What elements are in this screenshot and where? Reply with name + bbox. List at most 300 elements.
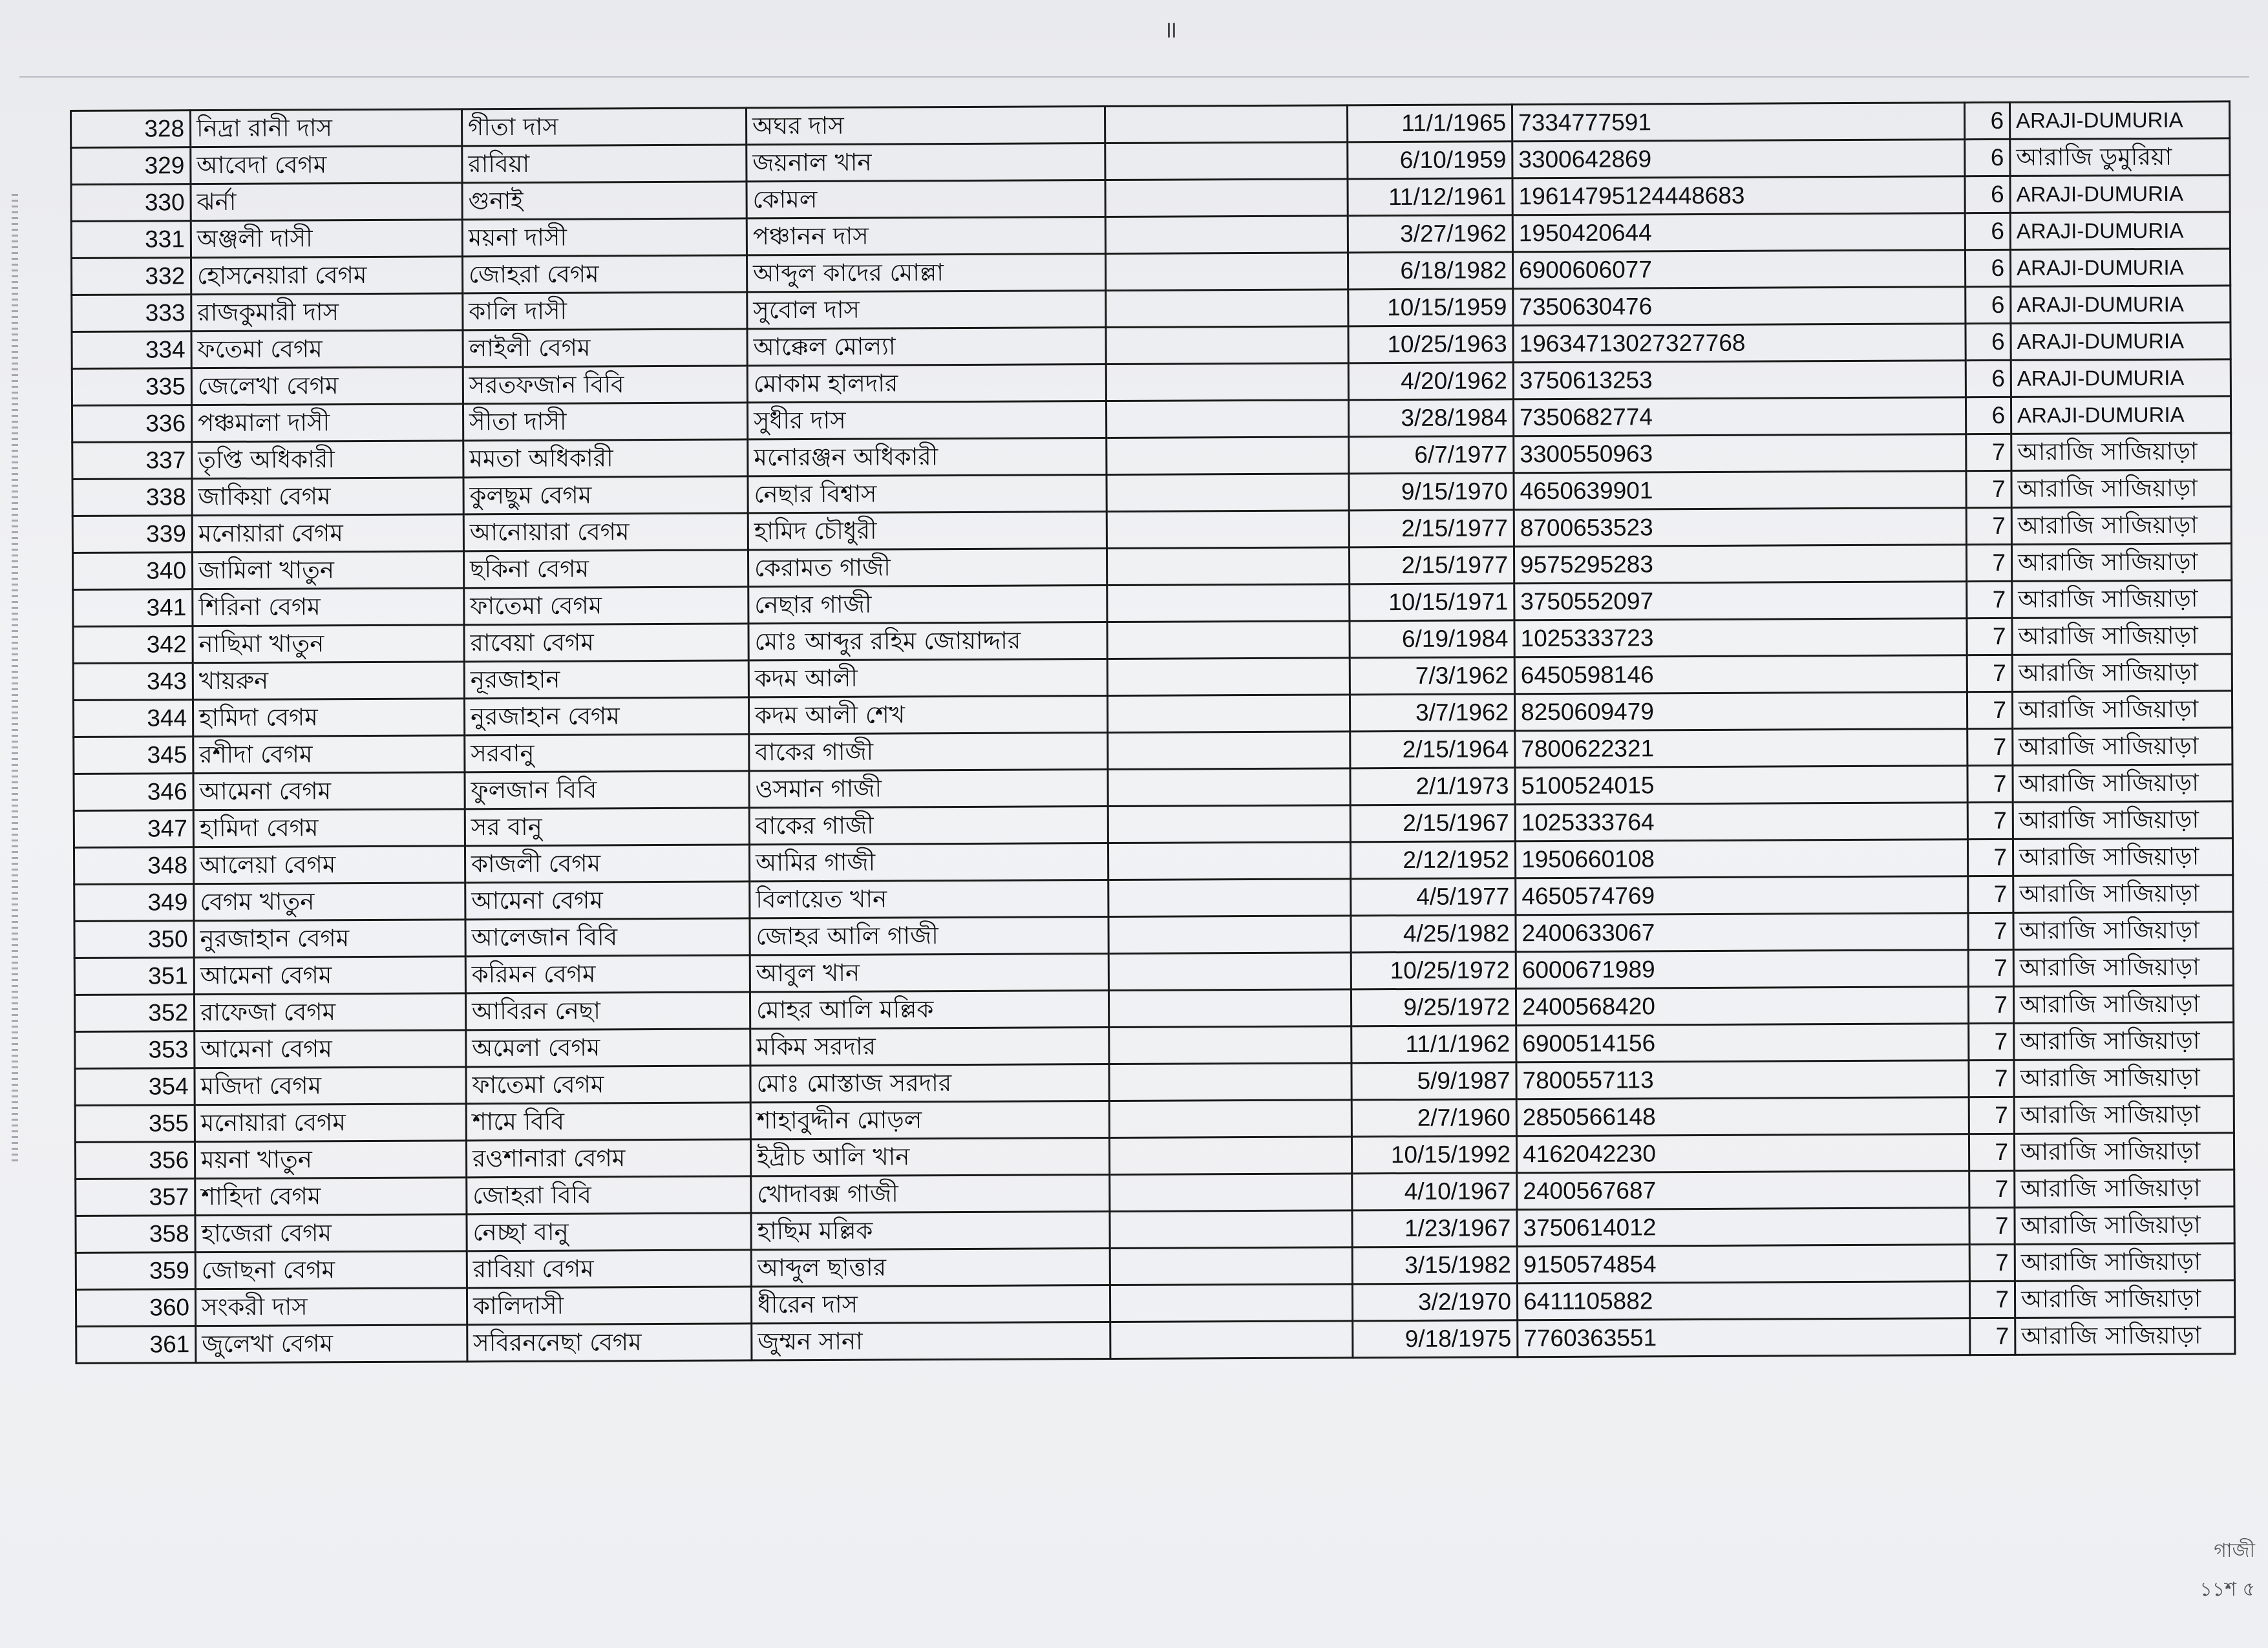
village-cell: আরাজি সাজিয়াড়া — [2015, 1243, 2234, 1281]
serial-cell: 359 — [76, 1252, 195, 1290]
mother-name-cell: সর বানু — [465, 808, 749, 846]
ward-cell: 6 — [1965, 213, 2010, 249]
blank-cell — [1107, 511, 1349, 549]
name-cell: নিদ্রা রানী দাস — [191, 109, 462, 147]
nid-cell: 6900606077 — [1512, 250, 1965, 289]
mother-name-cell: কুলছুম বেগম — [463, 476, 748, 514]
dob-cell: 2/15/1977 — [1349, 547, 1514, 584]
name-cell: জেলেখা বেগম — [191, 367, 463, 405]
nid-cell: 5100524015 — [1515, 766, 1967, 805]
serial-cell: 358 — [76, 1216, 195, 1253]
ward-cell: 7 — [1968, 913, 2013, 949]
nid-cell: 3750614012 — [1517, 1208, 1969, 1247]
village-cell: আরাজি ডুমুরিয়া — [2010, 138, 2230, 176]
mother-name-cell: রাবেয়া বেগম — [464, 624, 748, 662]
dob-cell: 6/19/1984 — [1350, 620, 1514, 658]
ward-cell: 7 — [1966, 544, 2011, 581]
serial-cell: 353 — [75, 1031, 195, 1069]
nid-cell: 1950420644 — [1512, 213, 1965, 252]
dob-cell: 4/25/1982 — [1351, 915, 1516, 953]
serial-cell: 335 — [72, 368, 191, 406]
dob-cell: 9/25/1972 — [1351, 989, 1516, 1026]
father-name-cell: পঞ্চানন দাস — [747, 217, 1105, 255]
nid-cell: 7350682774 — [1513, 397, 1966, 436]
nid-cell: 6900514156 — [1516, 1024, 1969, 1062]
nid-cell: 7800557113 — [1516, 1061, 1969, 1099]
dob-cell: 3/7/1962 — [1350, 694, 1514, 732]
blank-cell — [1107, 584, 1350, 622]
mother-name-cell: সরবানু — [465, 734, 749, 772]
ward-cell: 7 — [1966, 470, 2011, 507]
blank-cell — [1106, 363, 1348, 401]
village-cell: আরাজি সাজিয়াড়া — [2014, 1022, 2234, 1060]
ward-cell: 6 — [1966, 360, 2011, 397]
mother-name-cell: আমেনা বেগম — [465, 882, 750, 920]
blank-cell — [1108, 916, 1351, 954]
father-name-cell: খোদাবক্স গাজী — [751, 1174, 1110, 1212]
ward-cell: 7 — [1966, 507, 2011, 544]
nid-cell: 6411105882 — [1517, 1282, 1969, 1320]
blank-cell — [1105, 105, 1347, 143]
nid-cell: 3300550963 — [1514, 434, 1966, 473]
ward-cell: 7 — [1968, 986, 2013, 1023]
blank-cell — [1105, 179, 1348, 217]
ward-cell: 7 — [1969, 1023, 2014, 1060]
ward-cell: 7 — [1967, 802, 2013, 839]
ward-cell: 7 — [1967, 655, 2012, 692]
name-cell: আবেদা বেগম — [191, 146, 462, 184]
village-cell: আরাজি সাজিয়াড়া — [2015, 1280, 2234, 1318]
name-cell: পঞ্চমালা দাসী — [191, 404, 463, 442]
father-name-cell: আমির গাজী — [749, 843, 1108, 882]
father-name-cell: মোঃ আব্দুর রহিম জোয়াদ্দার — [748, 622, 1107, 660]
name-cell: ময়না খাতুন — [195, 1141, 466, 1179]
name-cell: ঝর্না — [191, 183, 462, 221]
name-cell: হোসনেয়ারা বেগম — [191, 257, 462, 295]
serial-cell: 331 — [71, 221, 191, 259]
name-cell: হাজেরা বেগম — [195, 1214, 467, 1252]
blank-cell — [1107, 437, 1349, 475]
dob-cell: 4/5/1977 — [1351, 878, 1516, 916]
mother-name-cell: নেচ্ছা বানু — [467, 1213, 751, 1251]
serial-cell: 342 — [73, 626, 193, 664]
serial-cell: 345 — [74, 737, 193, 774]
village-cell: আরাজি সাজিয়াড়া — [2012, 654, 2232, 692]
ward-cell: 7 — [1967, 581, 2012, 618]
blank-cell — [1110, 1321, 1353, 1359]
nid-cell: 1025333723 — [1514, 618, 1967, 657]
blank-cell — [1108, 989, 1351, 1028]
serial-cell: 351 — [74, 958, 194, 995]
serial-cell: 347 — [74, 810, 193, 848]
ward-cell: 6 — [1966, 397, 2011, 434]
corner-note-line-1: গাজী — [2214, 1539, 2255, 1562]
mother-name-cell: আবিরন নেছা — [465, 992, 750, 1030]
dob-cell: 9/15/1970 — [1349, 473, 1514, 511]
dob-cell: 10/25/1963 — [1348, 326, 1513, 363]
village-cell: আরাজি সাজিয়াড়া — [2015, 1207, 2234, 1244]
blank-cell — [1108, 732, 1350, 770]
serial-cell: 361 — [76, 1326, 196, 1364]
blank-cell — [1105, 253, 1348, 291]
dob-cell: 10/25/1972 — [1351, 952, 1516, 989]
blank-cell — [1108, 953, 1351, 991]
blank-cell — [1107, 658, 1350, 696]
mother-name-cell: করিমন বেগম — [465, 955, 750, 993]
mother-name-cell: রাবিয়া বেগম — [467, 1250, 751, 1288]
blank-cell — [1106, 326, 1348, 364]
serial-cell: 336 — [72, 405, 191, 443]
father-name-cell: আবুল খান — [750, 953, 1108, 991]
village-cell: ARAJI-DUMURIA — [2011, 396, 2231, 434]
blank-cell — [1110, 1210, 1352, 1249]
blank-cell — [1110, 1247, 1352, 1285]
father-name-cell: কদম আলী — [748, 659, 1107, 697]
nid-cell: 8250609479 — [1514, 692, 1967, 731]
dob-cell: 10/15/1959 — [1348, 289, 1513, 326]
name-cell: নুরজাহান বেগম — [194, 920, 465, 958]
mother-name-cell: জোহরা বিবি — [467, 1176, 751, 1214]
serial-cell: 328 — [71, 111, 191, 148]
nid-cell: 3750552097 — [1514, 582, 1967, 620]
nid-cell: 19634713027327768 — [1513, 324, 1966, 363]
name-cell: মনোয়ারা বেগম — [195, 1104, 466, 1142]
village-cell: আরাজি সাজিয়াড়া — [2011, 433, 2231, 470]
ward-cell: 7 — [1969, 1060, 2014, 1097]
ward-cell: 7 — [1967, 839, 2013, 876]
blank-cell — [1110, 1174, 1352, 1212]
father-name-cell: মকিম সরদার — [750, 1027, 1109, 1065]
ward-cell: 6 — [1965, 249, 2010, 286]
father-name-cell: জোহর আলি গাজী — [750, 917, 1108, 955]
father-name-cell: মোহর আলি মল্লিক — [750, 990, 1108, 1028]
serial-cell: 341 — [73, 589, 193, 627]
village-cell: ARAJI-DUMURIA — [2011, 359, 2231, 397]
dob-cell: 2/15/1977 — [1349, 510, 1514, 547]
blank-cell — [1105, 216, 1348, 254]
dob-cell: 3/15/1982 — [1352, 1247, 1517, 1284]
ward-cell: 6 — [1966, 323, 2011, 360]
name-cell: রশীদা বেগম — [193, 735, 465, 774]
ward-cell: 7 — [1970, 1318, 2015, 1355]
village-cell: আরাজি সাজিয়াড়া — [2011, 544, 2231, 581]
village-cell: ARAJI-DUMURIA — [2011, 322, 2231, 360]
village-cell: আরাজি সাজিয়াড়া — [2014, 1096, 2234, 1134]
nid-cell: 1025333764 — [1515, 803, 1967, 841]
dob-cell: 6/7/1977 — [1349, 436, 1514, 474]
ward-cell: 7 — [1969, 1207, 2015, 1244]
mother-name-cell: কালি দাসী — [463, 292, 747, 330]
father-name-cell: ওসমান গাজী — [749, 770, 1108, 808]
dob-cell: 11/1/1962 — [1351, 1026, 1516, 1063]
ward-cell: 6 — [1966, 286, 2011, 323]
blank-cell — [1107, 621, 1350, 659]
village-cell: আরাজি সাজিয়াড়া — [2013, 765, 2232, 802]
mother-name-cell: ময়না দাসী — [462, 218, 747, 257]
name-cell: জোছনা বেগম — [195, 1251, 467, 1289]
corner-note — [2199, 1532, 2255, 1609]
serial-cell: 354 — [75, 1068, 195, 1106]
serial-cell: 330 — [71, 184, 191, 222]
father-name-cell: ধীরেন দাস — [751, 1285, 1110, 1323]
dob-cell: 3/27/1962 — [1348, 215, 1512, 253]
mother-name-cell: নুরজাহান বেগম — [464, 697, 748, 735]
mother-name-cell: আনোয়ারা বেগম — [463, 513, 748, 551]
ward-cell: 7 — [1967, 728, 2013, 765]
blank-cell — [1107, 474, 1349, 512]
nid-cell: 2400633067 — [1516, 913, 1968, 952]
blank-cell — [1110, 1284, 1352, 1322]
top-mark: ॥ — [1163, 17, 1178, 43]
blank-cell — [1107, 695, 1350, 733]
dob-cell: 11/12/1961 — [1348, 178, 1512, 216]
serial-cell: 340 — [72, 553, 192, 590]
mother-name-cell: রাবিয়া — [462, 145, 747, 183]
nid-cell: 6000671989 — [1516, 950, 1968, 989]
serial-cell: 338 — [72, 479, 192, 516]
name-cell: হামিদা বেগম — [193, 699, 464, 737]
ward-cell: 6 — [1964, 102, 2009, 139]
blank-cell — [1106, 400, 1348, 438]
mother-name-cell: ফাতেমা বেগম — [466, 1066, 750, 1104]
father-name-cell: হাছিম মল্লিক — [751, 1211, 1110, 1249]
mother-name-cell: আলেজান বিবি — [465, 918, 750, 956]
serial-cell: 343 — [73, 663, 193, 701]
name-cell: আমেনা বেগম — [194, 956, 465, 995]
father-name-cell: জয়নাল খান — [747, 143, 1105, 182]
dob-cell: 2/12/1952 — [1350, 841, 1515, 879]
dob-cell: 10/15/1971 — [1350, 584, 1514, 621]
name-cell: রাফেজা বেগম — [194, 993, 465, 1031]
father-name-cell: বাকের গাজী — [749, 807, 1108, 845]
nid-cell: 9575295283 — [1514, 545, 1966, 584]
nid-cell: 2400568420 — [1516, 987, 1968, 1026]
father-name-cell: আব্দুল কাদের মোল্লা — [747, 254, 1105, 292]
name-cell: খায়রুন — [193, 662, 464, 700]
village-cell: আরাজি সাজিয়াড়া — [2013, 912, 2233, 949]
village-cell: আরাজি সাজিয়াড়া — [2012, 617, 2232, 655]
ward-cell: 7 — [1968, 876, 2013, 913]
name-cell: আমেনা বেগম — [193, 772, 465, 810]
mother-name-cell: ফুলজান বিবি — [465, 771, 749, 809]
blank-cell — [1108, 842, 1350, 880]
name-cell: আমেনা বেগম — [195, 1030, 466, 1068]
blank-cell — [1105, 142, 1348, 180]
dob-cell: 3/28/1984 — [1348, 399, 1513, 437]
blank-cell — [1109, 1137, 1351, 1175]
village-cell: আরাজি সাজিয়াড়া — [2013, 801, 2232, 839]
nid-cell: 4650574769 — [1516, 876, 1968, 915]
name-cell: জামিলা খাতুন — [192, 551, 463, 589]
mother-name-cell: সবিরননেছা বেগম — [467, 1324, 752, 1362]
beneficiary-table — [70, 100, 2236, 1364]
ward-cell: 6 — [1965, 139, 2010, 176]
name-cell: সংকরী দাস — [195, 1288, 467, 1326]
name-cell: তৃপ্তি অধিকারী — [192, 441, 463, 479]
blank-cell — [1109, 1063, 1351, 1101]
serial-cell: 356 — [75, 1142, 195, 1179]
mother-name-cell: ছকিনা বেগম — [463, 550, 748, 588]
mother-name-cell: লাইলী বেগম — [463, 329, 747, 367]
father-name-cell: মোঃ মোস্তাজ সরদার — [750, 1064, 1109, 1102]
ward-cell: 7 — [1969, 1170, 2015, 1207]
father-name-cell: সুধীর দাস — [747, 401, 1106, 439]
village-cell: ARAJI-DUMURIA — [2010, 212, 2230, 249]
dob-cell: 10/15/1992 — [1351, 1136, 1516, 1174]
ward-cell: 7 — [1969, 1244, 2015, 1281]
ward-cell: 7 — [1968, 949, 2013, 986]
mother-name-cell: গীতা দাস — [462, 108, 747, 146]
mother-name-cell: সীতা দাসী — [463, 403, 747, 441]
village-cell: আরাজি সাজিয়াড়া — [2011, 507, 2231, 544]
father-name-cell: আব্দুল ছাত্তার — [751, 1248, 1110, 1286]
mother-name-cell: কালিদাসী — [467, 1287, 751, 1325]
serial-cell: 332 — [72, 258, 191, 295]
ward-cell: 7 — [1967, 692, 2012, 728]
ward-cell: 7 — [1967, 765, 2013, 802]
serial-cell: 339 — [72, 516, 192, 553]
dob-cell: 5/9/1987 — [1351, 1062, 1516, 1100]
father-name-cell: জুম্মন সানা — [752, 1322, 1110, 1360]
village-cell: আরাজি সাজিয়াড়া — [2013, 986, 2233, 1023]
corner-note-line-2: ১১শ ৫ — [2199, 1578, 2255, 1601]
page-fold-line — [19, 76, 2249, 78]
father-name-cell: কদম আলী শেখ — [748, 696, 1107, 734]
serial-cell: 337 — [72, 442, 192, 480]
serial-cell: 350 — [74, 921, 194, 958]
mother-name-cell: নূরজাহান — [464, 660, 748, 699]
name-cell: শিরিনা বেগম — [193, 588, 464, 626]
dob-cell: 2/1/1973 — [1350, 768, 1515, 805]
nid-cell: 7800622321 — [1515, 729, 1967, 768]
village-cell: ARAJI-DUMURIA — [2010, 175, 2230, 213]
village-cell: ARAJI-DUMURIA — [2009, 101, 2229, 139]
ward-cell: 7 — [1969, 1134, 2014, 1170]
father-name-cell: কেরামত গাজী — [748, 549, 1107, 587]
serial-cell: 344 — [73, 700, 193, 737]
dob-cell: 1/23/1967 — [1352, 1210, 1517, 1247]
ward-cell: 7 — [1969, 1281, 2015, 1318]
father-name-cell: শাহাবুদ্দীন মোড়ল — [750, 1101, 1109, 1139]
name-cell: ফতেমা বেগম — [191, 330, 463, 368]
nid-cell: 2850566148 — [1516, 1097, 1969, 1136]
father-name-cell: ইদ্রীচ আলি খান — [750, 1137, 1109, 1176]
father-name-cell: মনোরঞ্জন অধিকারী — [748, 438, 1107, 476]
village-cell: আরাজি সাজিয়াড়া — [2012, 580, 2232, 618]
father-name-cell: বিলায়েত খান — [750, 880, 1108, 918]
mother-name-cell: ফাতেমা বেগম — [464, 587, 748, 625]
dob-cell: 7/3/1962 — [1350, 657, 1514, 695]
village-cell: আরাজি সাজিয়াড়া — [2013, 838, 2232, 876]
dob-cell: 11/1/1965 — [1347, 105, 1512, 142]
dob-cell: 9/18/1975 — [1353, 1320, 1518, 1358]
village-cell: ARAJI-DUMURIA — [2011, 286, 2231, 323]
mother-name-cell: অমেলা বেগম — [466, 1029, 750, 1067]
village-cell: আরাজি সাজিয়াড়া — [2014, 1059, 2234, 1097]
dob-cell: 2/7/1960 — [1351, 1099, 1516, 1137]
village-cell: আরাজি সাজিয়াড়া — [2013, 949, 2233, 986]
father-name-cell: বাকের গাজী — [749, 733, 1108, 771]
mother-name-cell: সরতফজান বিবি — [463, 366, 747, 404]
dob-cell: 3/2/1970 — [1352, 1284, 1517, 1321]
name-cell: বেগম খাতুন — [194, 883, 465, 921]
dob-cell: 4/10/1967 — [1352, 1173, 1517, 1210]
serial-cell: 333 — [72, 295, 191, 332]
mother-name-cell: জোহরা বেগম — [462, 255, 747, 293]
blank-cell — [1109, 1100, 1351, 1138]
nid-cell: 4650639901 — [1514, 471, 1966, 510]
name-cell: নাছিমা খাতুন — [193, 625, 464, 663]
nid-cell: 9150574854 — [1517, 1245, 1969, 1284]
name-cell: জুলেখা বেগম — [196, 1325, 467, 1363]
name-cell: মনোয়ারা বেগম — [192, 514, 463, 553]
nid-cell: 8700653523 — [1514, 508, 1966, 547]
serial-cell: 355 — [75, 1105, 195, 1143]
nid-cell: 7350630476 — [1513, 287, 1966, 326]
name-cell: অঞ্জলী দাসী — [191, 220, 462, 258]
nid-cell: 7334777591 — [1512, 103, 1964, 142]
village-cell: আরাজি সাজিয়াড়া — [2015, 1170, 2234, 1207]
name-cell: রাজকুমারী দাস — [191, 293, 463, 332]
village-cell: আরাজি সাজিয়াড়া — [2015, 1317, 2235, 1355]
village-cell: আরাজি সাজিয়াড়া — [2012, 691, 2232, 728]
binding-margin-marks — [12, 194, 18, 1163]
village-cell: আরাজি সাজিয়াড়া — [2011, 470, 2231, 507]
nid-cell: 19614795124448683 — [1512, 176, 1965, 215]
father-name-cell: নেছার বিশ্বাস — [748, 475, 1107, 513]
serial-cell: 352 — [74, 995, 194, 1032]
name-cell: আলেয়া বেগম — [193, 846, 465, 884]
village-cell: আরাজি সাজিয়াড়া — [2013, 728, 2232, 765]
serial-cell: 346 — [74, 774, 193, 811]
father-name-cell: কোমল — [747, 180, 1105, 218]
dob-cell: 2/15/1967 — [1350, 805, 1515, 842]
blank-cell — [1108, 805, 1350, 843]
father-name-cell: অঘর দাস — [746, 107, 1105, 145]
serial-cell: 357 — [76, 1179, 195, 1216]
serial-cell: 360 — [76, 1289, 195, 1327]
father-name-cell: মোকাম হালদার — [747, 364, 1106, 403]
table-body — [71, 101, 2235, 1364]
serial-cell: 334 — [72, 332, 191, 369]
father-name-cell: নেছার গাজী — [748, 586, 1107, 624]
dob-cell: 6/10/1959 — [1348, 142, 1512, 179]
dob-cell: 6/18/1982 — [1348, 252, 1512, 290]
nid-cell: 2400567687 — [1517, 1171, 1969, 1210]
village-cell: আরাজি সাজিয়াড়া — [2013, 875, 2233, 913]
name-cell: শাহিদা বেগম — [195, 1178, 467, 1216]
serial-cell: 348 — [74, 847, 193, 885]
nid-cell: 7760363551 — [1518, 1318, 1970, 1357]
mother-name-cell: মমতা অধিকারী — [463, 439, 748, 478]
mother-name-cell: কাজলী বেগম — [465, 845, 749, 883]
blank-cell — [1108, 879, 1351, 917]
father-name-cell: আক্কেল মোল্যা — [747, 328, 1106, 366]
dob-cell: 2/15/1964 — [1350, 731, 1515, 768]
ward-cell: 7 — [1967, 618, 2012, 655]
blank-cell — [1107, 547, 1349, 586]
blank-cell — [1109, 1026, 1351, 1064]
father-name-cell: সুবোল দাস — [747, 291, 1106, 329]
nid-cell: 3300642869 — [1512, 140, 1965, 178]
father-name-cell: হামিদ চৌধুরী — [748, 512, 1107, 550]
name-cell: হামিদা বেগম — [193, 809, 465, 847]
nid-cell: 4162042230 — [1516, 1134, 1969, 1173]
blank-cell — [1108, 768, 1350, 807]
nid-cell: 1950660108 — [1515, 840, 1967, 878]
mother-name-cell: শামে বিবি — [466, 1103, 750, 1141]
ward-cell: 6 — [1965, 176, 2010, 213]
